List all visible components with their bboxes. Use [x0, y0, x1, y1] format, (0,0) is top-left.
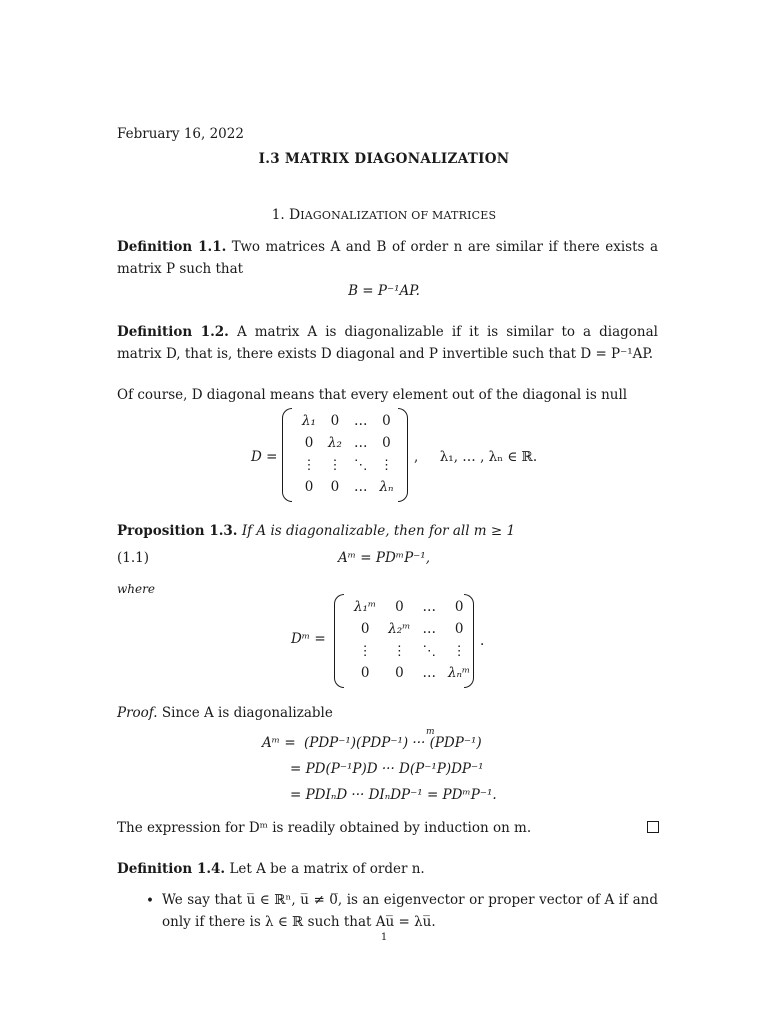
proposition-label: Proposition 1.3.: [117, 523, 238, 539]
matrix-dm-entries: [348, 596, 476, 684]
matrix-entry: 0: [304, 479, 314, 495]
right-paren: [398, 408, 408, 502]
matrix-d-lhs: D =: [251, 449, 278, 465]
definition-text: Let A be a matrix of order n.: [229, 861, 425, 877]
matrix-d-entries: [296, 410, 399, 498]
equation-number: (1.1): [117, 550, 150, 566]
formula-power: Aᵐ = PDᵐP⁻¹,: [337, 550, 431, 566]
section-number: 1.: [271, 207, 285, 223]
matrix-entry: 0: [304, 435, 314, 451]
matrix-entry: 0: [360, 665, 370, 681]
definition-1-2: [117, 321, 658, 365]
section-title-rest: IAGONALIZATION OF MATRICES: [300, 209, 497, 222]
matrix-dm: [334, 594, 474, 688]
definition-label: Definition 1.1.: [117, 239, 227, 255]
definition-1-1: [117, 236, 658, 280]
matrix-entry: ⋮: [302, 457, 316, 473]
matrix-entry: 0: [382, 435, 391, 451]
matrix-entry: …: [353, 435, 368, 451]
matrix-entry: λ₁: [302, 413, 316, 429]
matrix-entry: 0: [330, 413, 340, 429]
matrix-entry: 0: [360, 621, 370, 637]
page-title: I.3 MATRIX DIAGONALIZATION: [258, 151, 510, 167]
proof-intro: [117, 702, 658, 724]
matrix-entry: …: [353, 413, 368, 429]
proof-line-3: = PDIₙD ··· DIₙDP⁻¹ = PDᵐP⁻¹.: [290, 787, 497, 803]
left-paren: [334, 594, 344, 688]
matrix-entry: …: [422, 599, 436, 615]
definition-label: Definition 1.4.: [117, 861, 226, 877]
page-number: 1: [380, 932, 388, 943]
matrix-entry: …: [422, 665, 436, 681]
matrix-entry: ⋮: [392, 643, 407, 659]
matrix-d-rhs: , λ₁, … , λₙ ∈ ℝ.: [414, 449, 538, 465]
date: February 16, 2022: [117, 126, 244, 142]
proof-line-2: = PD(P⁻¹P)D ··· D(P⁻¹P)DP⁻¹: [290, 761, 484, 777]
matrix-entry: 0: [395, 599, 404, 615]
matrix-d: [282, 408, 408, 502]
matrix-entry: 0: [454, 621, 464, 637]
definition-label: Definition 1.2.: [117, 324, 229, 340]
matrix-entry: …: [422, 621, 436, 637]
definition-1-4: [117, 858, 658, 880]
where-label: where: [117, 582, 155, 596]
matrix-dm-rhs: .: [480, 633, 485, 649]
definition-text: A matrix A is diagonalizable if it is similar to a diagonal matrix D, that is, there exists D diagonal and P invertible such that D = P⁻¹AP.: [117, 324, 658, 362]
matrix-entry: λ₁ᵐ: [354, 599, 377, 615]
matrix-entry: λₙᵐ: [448, 665, 471, 681]
matrix-entry: λ₂ᵐ: [388, 621, 411, 637]
matrix-entry: λ₂: [327, 435, 342, 451]
matrix-entry: ⋮: [358, 643, 372, 659]
proof-label: Proof.: [117, 705, 158, 721]
proof-line-1: (PDP⁻¹)(PDP⁻¹) ··· (PDP⁻¹): [304, 735, 482, 751]
definition-text: Two matrices A and B of order n are similar if there exists a matrix P such that: [117, 239, 658, 277]
remark-diagonal: Of course, D diagonal means that every element out of the diagonal is null: [117, 387, 628, 403]
eigenvector-definition: We say that u̅ ∈ ℝⁿ, u̅ ≠ 0̅, is an eigenvector or proper vector of A if and only if there is λ ∈ ℝ such that Au̅ = λu̅.: [162, 892, 658, 930]
proof-closing: The expression for Dᵐ is readily obtained by induction on m.: [117, 820, 532, 836]
matrix-entry: ⋮: [452, 643, 466, 659]
proposition-1-3: [117, 520, 658, 542]
matrix-entry: 0: [382, 413, 391, 429]
bullet-icon: •: [146, 893, 154, 909]
qed-symbol: [647, 821, 659, 833]
formula-similarity: B = P⁻¹AP.: [348, 283, 420, 299]
matrix-entry: 0: [330, 479, 340, 495]
section-heading: [0, 207, 768, 223]
matrix-entry: λₙ: [379, 479, 394, 495]
proposition-text: If A is diagonalizable, then for all m ≥ 1: [241, 523, 516, 539]
matrix-entry: …: [353, 479, 368, 495]
matrix-entry: ⋱: [353, 457, 368, 473]
matrix-dm-lhs: Dᵐ =: [291, 631, 326, 647]
matrix-entry: ⋮: [379, 457, 394, 473]
proof-text: Since A is diagonalizable: [161, 705, 333, 721]
matrix-entry: 0: [395, 665, 404, 681]
matrix-entry: ⋮: [328, 457, 342, 473]
proof-line-1-lhs: Aᵐ =: [262, 735, 296, 751]
matrix-entry: 0: [454, 599, 464, 615]
overbrace-m: m: [426, 727, 435, 737]
matrix-entry: ⋱: [422, 643, 436, 659]
left-paren: [282, 408, 292, 502]
section-title-cap: D: [288, 207, 301, 223]
